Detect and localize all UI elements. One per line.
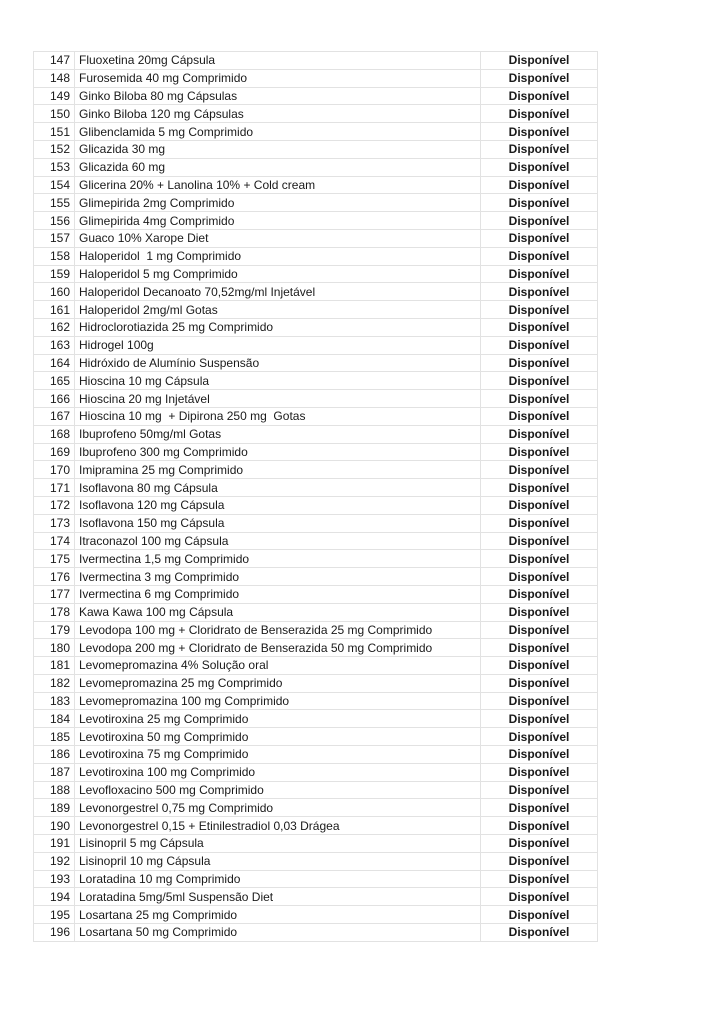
row-number-cell: 183 bbox=[34, 692, 75, 710]
table-row bbox=[34, 781, 598, 799]
medication-name-cell: Levotiroxina 25 mg Comprimido bbox=[75, 710, 481, 728]
medication-table bbox=[33, 51, 598, 942]
row-number-cell: 162 bbox=[34, 318, 75, 336]
medication-name-cell: Hidróxido de Alumínio Suspensão bbox=[75, 354, 481, 372]
status-cell: Disponível bbox=[481, 532, 598, 550]
table-row bbox=[34, 621, 598, 639]
medication-name-cell: Lisinopril 5 mg Cápsula bbox=[75, 835, 481, 853]
status-cell: Disponível bbox=[481, 247, 598, 265]
status-cell: Disponível bbox=[481, 87, 598, 105]
medication-name-cell: Furosemida 40 mg Comprimido bbox=[75, 69, 481, 87]
status-cell: Disponível bbox=[481, 852, 598, 870]
medication-name-cell: Lisinopril 10 mg Cápsula bbox=[75, 852, 481, 870]
medication-name-cell: Itraconazol 100 mg Cápsula bbox=[75, 532, 481, 550]
row-number-cell: 187 bbox=[34, 763, 75, 781]
row-number-cell: 176 bbox=[34, 568, 75, 586]
table-row bbox=[34, 746, 598, 764]
table-row bbox=[34, 140, 598, 158]
row-number-cell: 151 bbox=[34, 123, 75, 141]
row-number-cell: 182 bbox=[34, 674, 75, 692]
medication-name-cell: Glimepirida 2mg Comprimido bbox=[75, 194, 481, 212]
row-number-cell: 177 bbox=[34, 585, 75, 603]
table-row bbox=[34, 496, 598, 514]
row-number-cell: 147 bbox=[34, 52, 75, 70]
medication-name-cell: Levonorgestrel 0,75 mg Comprimido bbox=[75, 799, 481, 817]
row-number-cell: 186 bbox=[34, 746, 75, 764]
status-cell: Disponível bbox=[481, 461, 598, 479]
status-cell: Disponível bbox=[481, 746, 598, 764]
status-cell: Disponível bbox=[481, 390, 598, 408]
table-row bbox=[34, 372, 598, 390]
row-number-cell: 172 bbox=[34, 496, 75, 514]
medication-name-cell: Haloperidol 2mg/ml Gotas bbox=[75, 301, 481, 319]
status-cell: Disponível bbox=[481, 176, 598, 194]
row-number-cell: 149 bbox=[34, 87, 75, 105]
table-row bbox=[34, 657, 598, 675]
table-row bbox=[34, 87, 598, 105]
table-row bbox=[34, 176, 598, 194]
row-number-cell: 184 bbox=[34, 710, 75, 728]
status-cell: Disponível bbox=[481, 229, 598, 247]
medication-name-cell: Imipramina 25 mg Comprimido bbox=[75, 461, 481, 479]
row-number-cell: 158 bbox=[34, 247, 75, 265]
medication-name-cell: Losartana 50 mg Comprimido bbox=[75, 924, 481, 942]
row-number-cell: 193 bbox=[34, 870, 75, 888]
status-cell: Disponível bbox=[481, 194, 598, 212]
medication-name-cell: Ibuprofeno 300 mg Comprimido bbox=[75, 443, 481, 461]
row-number-cell: 196 bbox=[34, 924, 75, 942]
table-row bbox=[34, 763, 598, 781]
status-cell: Disponível bbox=[481, 354, 598, 372]
status-cell: Disponível bbox=[481, 710, 598, 728]
table-row bbox=[34, 906, 598, 924]
medication-name-cell: Hioscina 10 mg Cápsula bbox=[75, 372, 481, 390]
row-number-cell: 160 bbox=[34, 283, 75, 301]
table-row bbox=[34, 710, 598, 728]
medication-name-cell: Levomepromazina 25 mg Comprimido bbox=[75, 674, 481, 692]
status-cell: Disponível bbox=[481, 657, 598, 675]
medication-name-cell: Guaco 10% Xarope Diet bbox=[75, 229, 481, 247]
table-row bbox=[34, 514, 598, 532]
table-row bbox=[34, 852, 598, 870]
table-row bbox=[34, 728, 598, 746]
table-row bbox=[34, 799, 598, 817]
table-row bbox=[34, 194, 598, 212]
table-row bbox=[34, 603, 598, 621]
status-cell: Disponível bbox=[481, 568, 598, 586]
table-row bbox=[34, 52, 598, 70]
status-cell: Disponível bbox=[481, 639, 598, 657]
table-row bbox=[34, 407, 598, 425]
status-cell: Disponível bbox=[481, 479, 598, 497]
status-cell: Disponível bbox=[481, 621, 598, 639]
row-number-cell: 166 bbox=[34, 390, 75, 408]
medication-name-cell: Glibenclamida 5 mg Comprimido bbox=[75, 123, 481, 141]
row-number-cell: 153 bbox=[34, 158, 75, 176]
table-row bbox=[34, 568, 598, 586]
status-cell: Disponível bbox=[481, 763, 598, 781]
table-row bbox=[34, 425, 598, 443]
medication-name-cell: Levomepromazina 4% Solução oral bbox=[75, 657, 481, 675]
medication-name-cell: Glicerina 20% + Lanolina 10% + Cold cream bbox=[75, 176, 481, 194]
medication-name-cell: Ginko Biloba 120 mg Cápsulas bbox=[75, 105, 481, 123]
row-number-cell: 189 bbox=[34, 799, 75, 817]
status-cell: Disponível bbox=[481, 514, 598, 532]
row-number-cell: 161 bbox=[34, 301, 75, 319]
table-row bbox=[34, 265, 598, 283]
medication-name-cell: Ivermectina 1,5 mg Comprimido bbox=[75, 550, 481, 568]
medication-name-cell: Hidrogel 100g bbox=[75, 336, 481, 354]
status-cell: Disponível bbox=[481, 69, 598, 87]
medication-name-cell: Levodopa 100 mg + Cloridrato de Benserazida 25 mg Comprimido bbox=[75, 621, 481, 639]
medication-name-cell: Ibuprofeno 50mg/ml Gotas bbox=[75, 425, 481, 443]
status-cell: Disponível bbox=[481, 301, 598, 319]
row-number-cell: 170 bbox=[34, 461, 75, 479]
row-number-cell: 194 bbox=[34, 888, 75, 906]
row-number-cell: 188 bbox=[34, 781, 75, 799]
row-number-cell: 181 bbox=[34, 657, 75, 675]
status-cell: Disponível bbox=[481, 318, 598, 336]
status-cell: Disponível bbox=[481, 52, 598, 70]
medication-name-cell: Ivermectina 6 mg Comprimido bbox=[75, 585, 481, 603]
medication-name-cell: Ginko Biloba 80 mg Cápsulas bbox=[75, 87, 481, 105]
table-row bbox=[34, 158, 598, 176]
medication-name-cell: Isoflavona 120 mg Cápsula bbox=[75, 496, 481, 514]
medication-name-cell: Loratadina 5mg/5ml Suspensão Diet bbox=[75, 888, 481, 906]
status-cell: Disponível bbox=[481, 692, 598, 710]
table-row bbox=[34, 443, 598, 461]
table-row bbox=[34, 479, 598, 497]
row-number-cell: 167 bbox=[34, 407, 75, 425]
row-number-cell: 152 bbox=[34, 140, 75, 158]
status-cell: Disponível bbox=[481, 550, 598, 568]
status-cell: Disponível bbox=[481, 443, 598, 461]
status-cell: Disponível bbox=[481, 283, 598, 301]
row-number-cell: 174 bbox=[34, 532, 75, 550]
status-cell: Disponível bbox=[481, 817, 598, 835]
row-number-cell: 192 bbox=[34, 852, 75, 870]
table-row bbox=[34, 817, 598, 835]
status-cell: Disponível bbox=[481, 212, 598, 230]
table-row bbox=[34, 461, 598, 479]
medication-name-cell: Levodopa 200 mg + Cloridrato de Benserazida 50 mg Comprimido bbox=[75, 639, 481, 657]
status-cell: Disponível bbox=[481, 924, 598, 942]
table-row bbox=[34, 674, 598, 692]
row-number-cell: 165 bbox=[34, 372, 75, 390]
medication-name-cell: Losartana 25 mg Comprimido bbox=[75, 906, 481, 924]
medication-name-cell: Haloperidol Decanoato 70,52mg/ml Injetável bbox=[75, 283, 481, 301]
table-row bbox=[34, 212, 598, 230]
table-row bbox=[34, 532, 598, 550]
status-cell: Disponível bbox=[481, 140, 598, 158]
medication-name-cell: Levotiroxina 50 mg Comprimido bbox=[75, 728, 481, 746]
status-cell: Disponível bbox=[481, 372, 598, 390]
row-number-cell: 175 bbox=[34, 550, 75, 568]
status-cell: Disponível bbox=[481, 835, 598, 853]
medication-name-cell: Levonorgestrel 0,15 + Etinilestradiol 0,03 Drágea bbox=[75, 817, 481, 835]
table-row bbox=[34, 247, 598, 265]
table-row bbox=[34, 550, 598, 568]
status-cell: Disponível bbox=[481, 158, 598, 176]
table-row bbox=[34, 301, 598, 319]
medication-name-cell: Levomepromazina 100 mg Comprimido bbox=[75, 692, 481, 710]
status-cell: Disponível bbox=[481, 906, 598, 924]
medication-name-cell: Levofloxacino 500 mg Comprimido bbox=[75, 781, 481, 799]
row-number-cell: 171 bbox=[34, 479, 75, 497]
medication-name-cell: Levotiroxina 75 mg Comprimido bbox=[75, 746, 481, 764]
table-row bbox=[34, 639, 598, 657]
table-row bbox=[34, 924, 598, 942]
status-cell: Disponível bbox=[481, 123, 598, 141]
medication-name-cell: Isoflavona 80 mg Cápsula bbox=[75, 479, 481, 497]
medication-name-cell: Levotiroxina 100 mg Comprimido bbox=[75, 763, 481, 781]
row-number-cell: 191 bbox=[34, 835, 75, 853]
row-number-cell: 169 bbox=[34, 443, 75, 461]
table-row bbox=[34, 888, 598, 906]
row-number-cell: 163 bbox=[34, 336, 75, 354]
medication-name-cell: Haloperidol 1 mg Comprimido bbox=[75, 247, 481, 265]
medication-name-cell: Loratadina 10 mg Comprimido bbox=[75, 870, 481, 888]
status-cell: Disponível bbox=[481, 425, 598, 443]
row-number-cell: 150 bbox=[34, 105, 75, 123]
status-cell: Disponível bbox=[481, 496, 598, 514]
row-number-cell: 164 bbox=[34, 354, 75, 372]
status-cell: Disponível bbox=[481, 336, 598, 354]
table-row bbox=[34, 870, 598, 888]
table-row bbox=[34, 835, 598, 853]
status-cell: Disponível bbox=[481, 585, 598, 603]
medication-name-cell: Isoflavona 150 mg Cápsula bbox=[75, 514, 481, 532]
status-cell: Disponível bbox=[481, 728, 598, 746]
status-cell: Disponível bbox=[481, 888, 598, 906]
medication-name-cell: Fluoxetina 20mg Cápsula bbox=[75, 52, 481, 70]
row-number-cell: 185 bbox=[34, 728, 75, 746]
table-row bbox=[34, 283, 598, 301]
row-number-cell: 180 bbox=[34, 639, 75, 657]
row-number-cell: 148 bbox=[34, 69, 75, 87]
medication-name-cell: Kawa Kawa 100 mg Cápsula bbox=[75, 603, 481, 621]
table-row bbox=[34, 354, 598, 372]
table-row bbox=[34, 123, 598, 141]
table-row bbox=[34, 336, 598, 354]
table-row bbox=[34, 585, 598, 603]
status-cell: Disponível bbox=[481, 674, 598, 692]
status-cell: Disponível bbox=[481, 799, 598, 817]
medication-name-cell: Haloperidol 5 mg Comprimido bbox=[75, 265, 481, 283]
status-cell: Disponível bbox=[481, 603, 598, 621]
row-number-cell: 179 bbox=[34, 621, 75, 639]
row-number-cell: 155 bbox=[34, 194, 75, 212]
row-number-cell: 159 bbox=[34, 265, 75, 283]
row-number-cell: 156 bbox=[34, 212, 75, 230]
row-number-cell: 168 bbox=[34, 425, 75, 443]
status-cell: Disponível bbox=[481, 265, 598, 283]
table-row bbox=[34, 692, 598, 710]
medication-name-cell: Glimepirida 4mg Comprimido bbox=[75, 212, 481, 230]
table-row bbox=[34, 318, 598, 336]
row-number-cell: 195 bbox=[34, 906, 75, 924]
table-row bbox=[34, 390, 598, 408]
row-number-cell: 173 bbox=[34, 514, 75, 532]
status-cell: Disponível bbox=[481, 781, 598, 799]
row-number-cell: 190 bbox=[34, 817, 75, 835]
status-cell: Disponível bbox=[481, 870, 598, 888]
row-number-cell: 154 bbox=[34, 176, 75, 194]
medication-name-cell: Glicazida 30 mg bbox=[75, 140, 481, 158]
table-row bbox=[34, 229, 598, 247]
medication-table-body bbox=[34, 52, 598, 942]
status-cell: Disponível bbox=[481, 105, 598, 123]
table-row bbox=[34, 69, 598, 87]
medication-name-cell: Hidroclorotiazida 25 mg Comprimido bbox=[75, 318, 481, 336]
table-row bbox=[34, 105, 598, 123]
medication-name-cell: Glicazida 60 mg bbox=[75, 158, 481, 176]
medication-name-cell: Hioscina 10 mg + Dipirona 250 mg Gotas bbox=[75, 407, 481, 425]
medication-name-cell: Hioscina 20 mg Injetável bbox=[75, 390, 481, 408]
row-number-cell: 178 bbox=[34, 603, 75, 621]
row-number-cell: 157 bbox=[34, 229, 75, 247]
medication-name-cell: Ivermectina 3 mg Comprimido bbox=[75, 568, 481, 586]
status-cell: Disponível bbox=[481, 407, 598, 425]
